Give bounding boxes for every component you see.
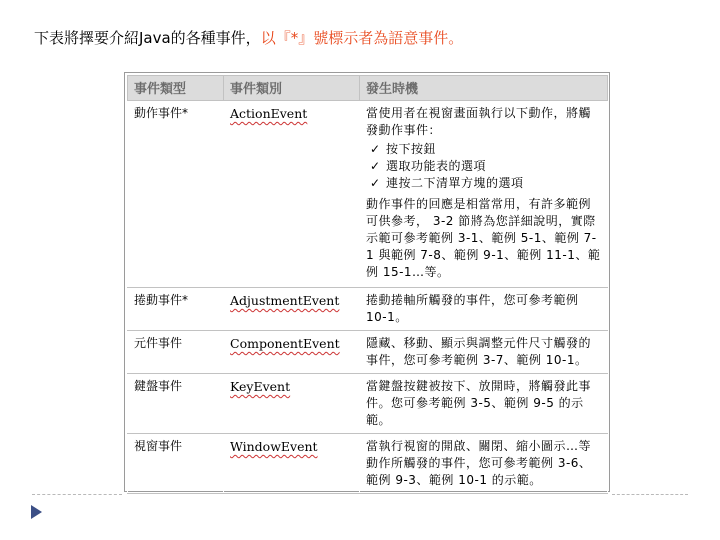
event-table bbox=[127, 75, 608, 494]
cell-type: 元件事件 bbox=[128, 331, 224, 374]
checkmark-icon: ✓ bbox=[370, 176, 381, 190]
table-row-component bbox=[128, 331, 608, 374]
list-item: ✓ 按下按鈕 bbox=[370, 142, 437, 156]
cell-type: 動作事件* bbox=[128, 101, 224, 288]
trigger-list bbox=[366, 141, 601, 192]
cell-class: KeyEvent bbox=[224, 374, 360, 434]
list-item: ✓ 選取功能表的選項 bbox=[370, 159, 487, 173]
cell-class: ComponentEvent bbox=[224, 331, 360, 374]
table-row-window bbox=[128, 434, 608, 494]
table-row-adjustment bbox=[128, 288, 608, 331]
cell-type: 視窗事件 bbox=[128, 434, 224, 494]
table-row-action bbox=[128, 101, 608, 288]
header-event-type: 事件類型 bbox=[128, 76, 224, 101]
cell-class: ActionEvent bbox=[224, 101, 360, 288]
cell-desc bbox=[360, 101, 608, 288]
list-item: ✓ 連按二下清單方塊的選項 bbox=[370, 176, 524, 190]
event-table-frame bbox=[124, 72, 610, 492]
bullet-arrow-icon bbox=[31, 505, 42, 519]
divider-right bbox=[612, 494, 688, 495]
cell-class: AdjustmentEvent bbox=[224, 288, 360, 331]
checkmark-icon: ✓ bbox=[370, 142, 381, 156]
cell-type: 鍵盤事件 bbox=[128, 374, 224, 434]
header-event-class: 事件類別 bbox=[224, 76, 360, 101]
intro-sentence bbox=[34, 27, 463, 48]
divider-left bbox=[32, 494, 122, 495]
cell-class: WindowEvent bbox=[224, 434, 360, 494]
cell-desc: 捲動捲軸所觸發的事件，您可參考範例 10-1。 bbox=[360, 288, 608, 331]
cell-desc: 隱藏、移動、顯示與調整元件尺寸觸發的事件，您可參考範例 3-7、範例 10-1。 bbox=[360, 331, 608, 374]
checkmark-icon: ✓ bbox=[370, 159, 381, 173]
header-occurrence: 發生時機 bbox=[360, 76, 608, 101]
cell-desc: 當執行視窗的開啟、關閉、縮小圖示…等動作所觸發的事件，您可參考範例 3-6、範例 9-3、範例 10-1 的示範。 bbox=[360, 434, 608, 494]
desc-intro: 當使用者在視窗畫面執行以下動作，將觸發動作事件： bbox=[366, 106, 592, 137]
intro-highlight: 以『*』號標示者為語意事件。 bbox=[260, 29, 464, 47]
cell-type: 捲動事件* bbox=[128, 288, 224, 331]
intro-lead: 下表將擇要介紹Java的各種事件， bbox=[34, 29, 261, 47]
table-header-row bbox=[128, 76, 608, 101]
desc-more: 動作事件的回應是相當常用，有許多範例可供參考， 3-2 節將為您詳細說明，實際示範可參考範例 3-1、範例 5-1、範例 7-1 與範例 7-8、範例 9-1、範例 11-1、範例 15-1…等。 bbox=[366, 197, 601, 279]
cell-desc: 當鍵盤按鍵被按下、放開時，將觸發此事件。您可參考範例 3-5、範例 9-5 的示範。 bbox=[360, 374, 608, 434]
table-row-key bbox=[128, 374, 608, 434]
